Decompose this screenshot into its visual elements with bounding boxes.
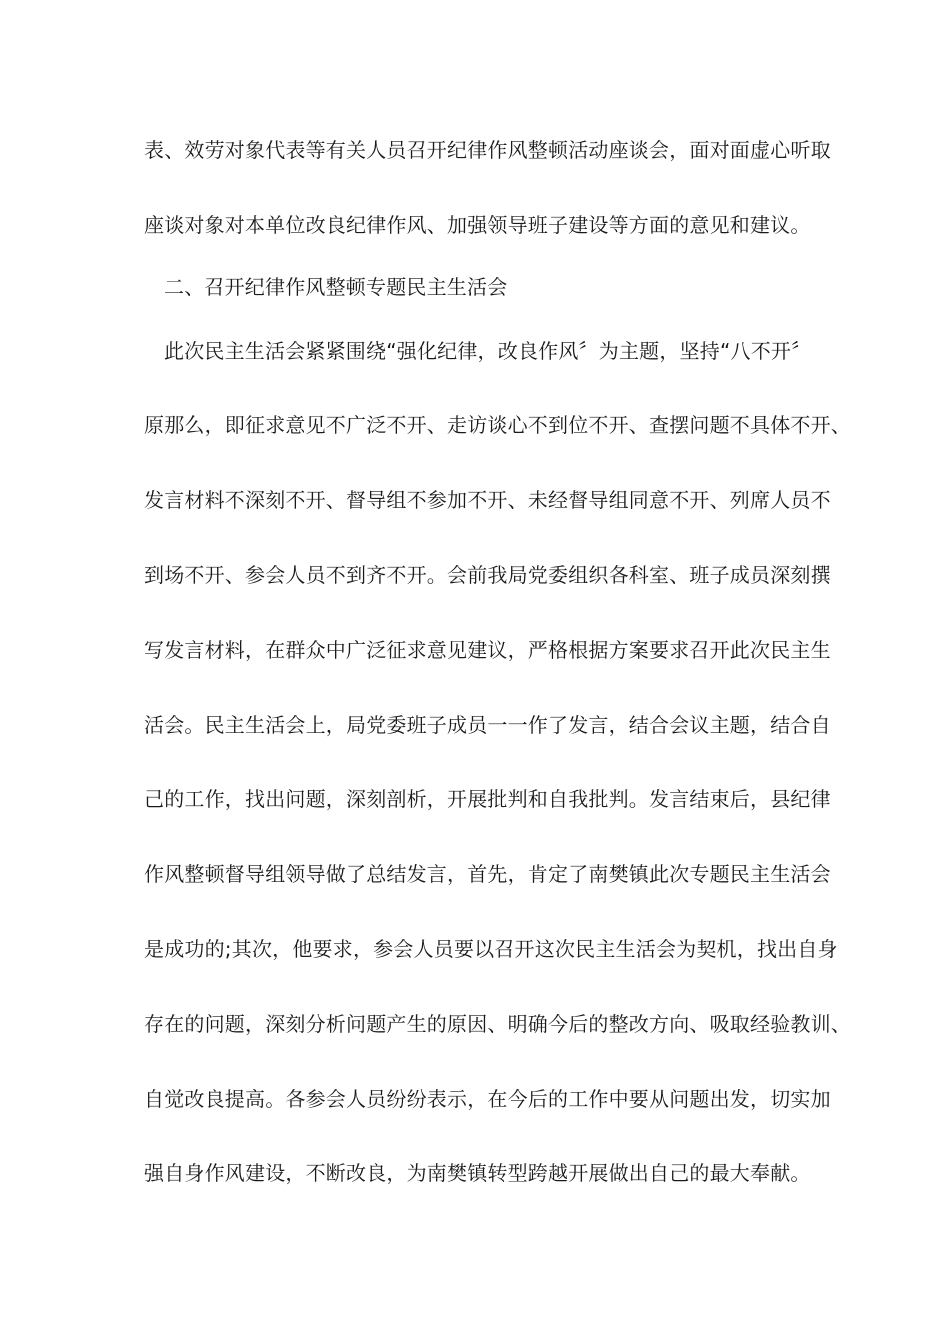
paragraph-line: 发言材料不深刻不开、督导组不参加不开、未经督导组同意不开、列席人员不 [144, 488, 831, 512]
paragraph-line: 活会。民主生活会上，局党委班子成员一一作了发言，结合会议主题，结合自 [144, 713, 831, 737]
section-heading: 二、召开纪律作风整顿专题民主生活会 [164, 275, 508, 299]
paragraph-line: 写发言材料，在群众中广泛征求意见建议，严格根据方案要求召开此次民主生 [144, 638, 831, 662]
paragraph-line: 存在的问题，深刻分析问题产生的原因、明确今后的整改方向、吸取经验教训、 [144, 1012, 851, 1036]
paragraph-line: 座谈对象对本单位改良纪律作风、加强领导班子建设等方面的意见和建议。 [144, 213, 811, 237]
paragraph-line: 此次民主生活会紧紧围绕“强化纪律，改良作风〞为主题，坚持“八不开〞 [164, 339, 812, 363]
paragraph-line: 作风整顿督导组领导做了总结发言，首先，肯定了南樊镇此次专题民主生活会 [144, 862, 831, 886]
paragraph-line: 到场不开、参会人员不到齐不开。会前我局党委组织各科室、班子成员深刻撰 [144, 563, 831, 587]
paragraph-line: 强自身作风建设，不断改良，为南樊镇转型跨越开展做出自己的最大奉献。 [144, 1161, 811, 1185]
paragraph-line: 原那么，即征求意见不广泛不开、走访谈心不到位不开、查摆问题不具体不开、 [144, 413, 851, 437]
paragraph-line: 自觉改良提高。各参会人员纷纷表示，在今后的工作中要从问题出发，切实加 [144, 1087, 831, 1111]
paragraph-line: 己的工作，找出问题，深刻剖析，开展批判和自我批判。发言结束后，县纪律 [144, 787, 831, 811]
paragraph-line: 是成功的;其次，他要求，参会人员要以召开这次民主生活会为契机，找出自身 [144, 937, 838, 961]
paragraph-line: 表、效劳对象代表等有关人员召开纪律作风整顿活动座谈会，面对面虚心听取 [144, 138, 831, 162]
